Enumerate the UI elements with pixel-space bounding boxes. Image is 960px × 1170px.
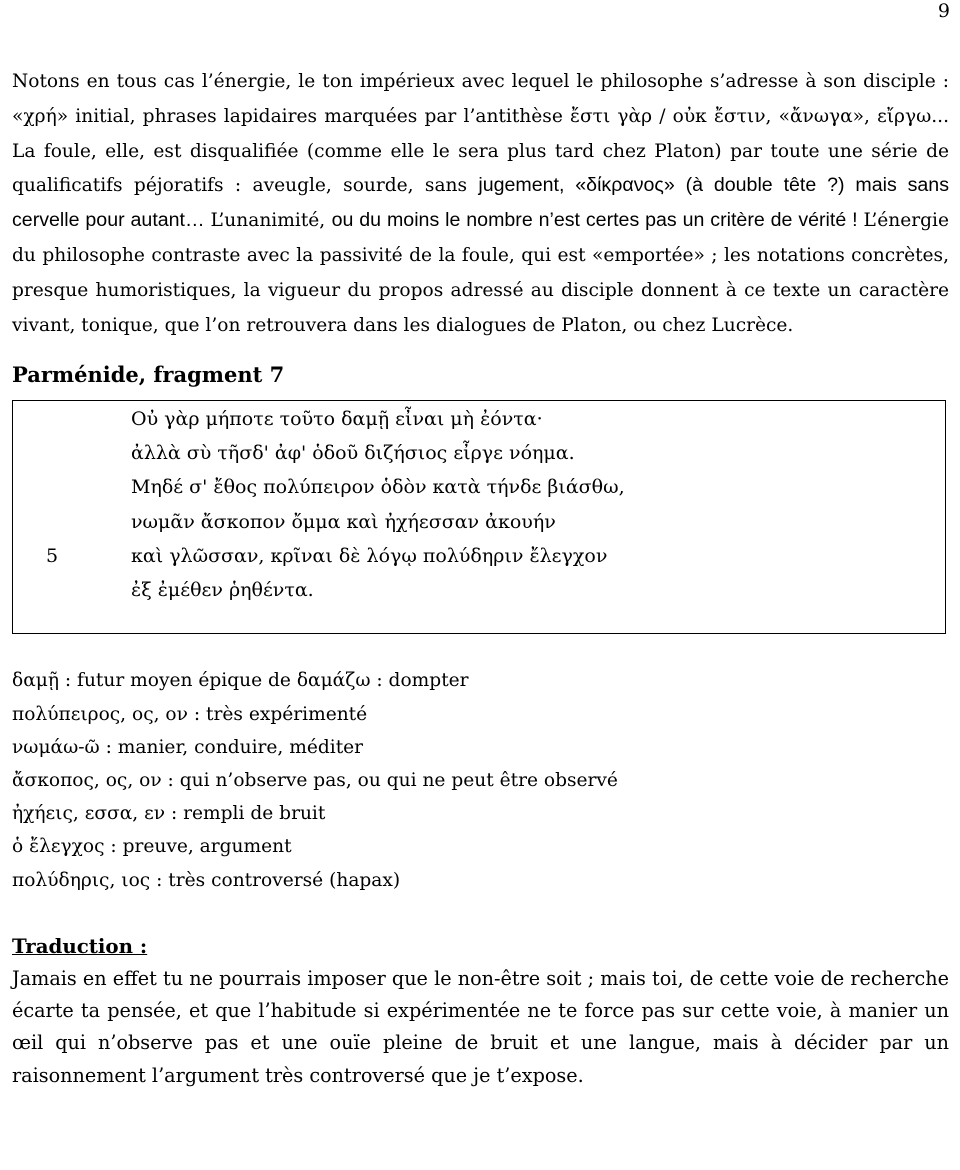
commentary-segment: Notons en tous cas l’énergie, le ton impérieux avec lequel le philosophe s’adresse à son disciple : «χρή» initial, phrases lapidaires marquées par l’antithèse ἔστι γὰρ / οὐκ ἔστιν, «ἄνωγα», εἴργω... La foule, elle, est disqualifiée (comme elle le sera plus tard chez Platon) par toute une série de qualificatifs péjoratifs : aveugle, sourde, sans [12,71,949,197]
glossary-entry: νωμάω-ῶ : manier, conduire, méditer [12,736,364,758]
commentary-segment: ou du moins le nombre n’est certes pas un critère de vérité ! [331,209,864,232]
glossary-entry: πολύπειρος, ος, ον : très expérimenté [12,703,368,725]
glossary-entry: ἄσκοπος, ος, ον : qui n’observe pas, ou qui ne peut être observé [12,769,618,791]
glossary [12,664,949,896]
commentary-segment: L’unanimité, [210,210,332,232]
fragment-verse-box [12,400,946,634]
commentary-segment: jugement, «δίκρανος» (à double tête ?) mais sans cervelle pour autant… [12,174,949,232]
glossary-entry: ὁ ἔλεγχος : preuve, argument [12,836,292,858]
verse-line: νωμᾶν ἄσκοπον ὄμμα καὶ ἠχήεσσαν ἀκουήν [131,511,556,534]
verse-line: ἐξ ἐμέθεν ῥηθέντα. [131,579,314,602]
glossary-entry: ἠχήεις, εσσα, εν : rempli de bruit [12,803,326,825]
translation-title: Traduction : [12,933,148,958]
verse-line: Μηδέ σ' ἔθος πολύπειρον ὁδὸν κατὰ τήνδε βιάσθω, [131,476,625,499]
verse-line-number: 5 [46,545,59,568]
verse-line: καὶ γλῶσσαν, κρῖναι δὲ λόγῳ πολύδηριν ἔλεγχον [131,545,608,568]
commentary-segment: L’énergie du philosophe contraste avec la passivité de la foule, qui est «emportée» ; les notations concrètes, presque humoristiques, la vigueur du propos adressé au disciple donnent à ce texte un caractère vivant, tonique, que l’on retrouvera dans les dialogues de Platon, ou chez Lucrèce. [12,210,950,336]
commentary-paragraph [12,64,949,342]
glossary-entry: πολύδηρις, ιος : très controversé (hapax) [12,869,401,891]
page-number: 9 [937,0,950,22]
glossary-entry: δαμῇ : futur moyen épique de δαμάζω : dompter [12,670,469,692]
verse-line: ἀλλὰ σὺ τῆσδ' ἀφ' ὁδοῦ διζήσιος εἶργε νόημα. [131,442,575,465]
fragment-title: Parménide, fragment 7 [12,362,285,388]
page-content [12,64,949,1092]
translation-text: Jamais en effet tu ne pourrais imposer que le non-être soit ; mais toi, de cette voie de recherche écarte ta pensée, et que l’habitude si expérimentée ne te force pas sur cette voie, à manier un œil qui n’observe pas et une ouïe pleine de bruit et une langue, mais à décider par un raisonnement l’argument très controversé que je t’expose. [12,966,949,1087]
verse-line: Οὐ γὰρ μήποτε τοῦτο δαμῇ εἶναι μὴ ἐόντα· [131,408,543,431]
